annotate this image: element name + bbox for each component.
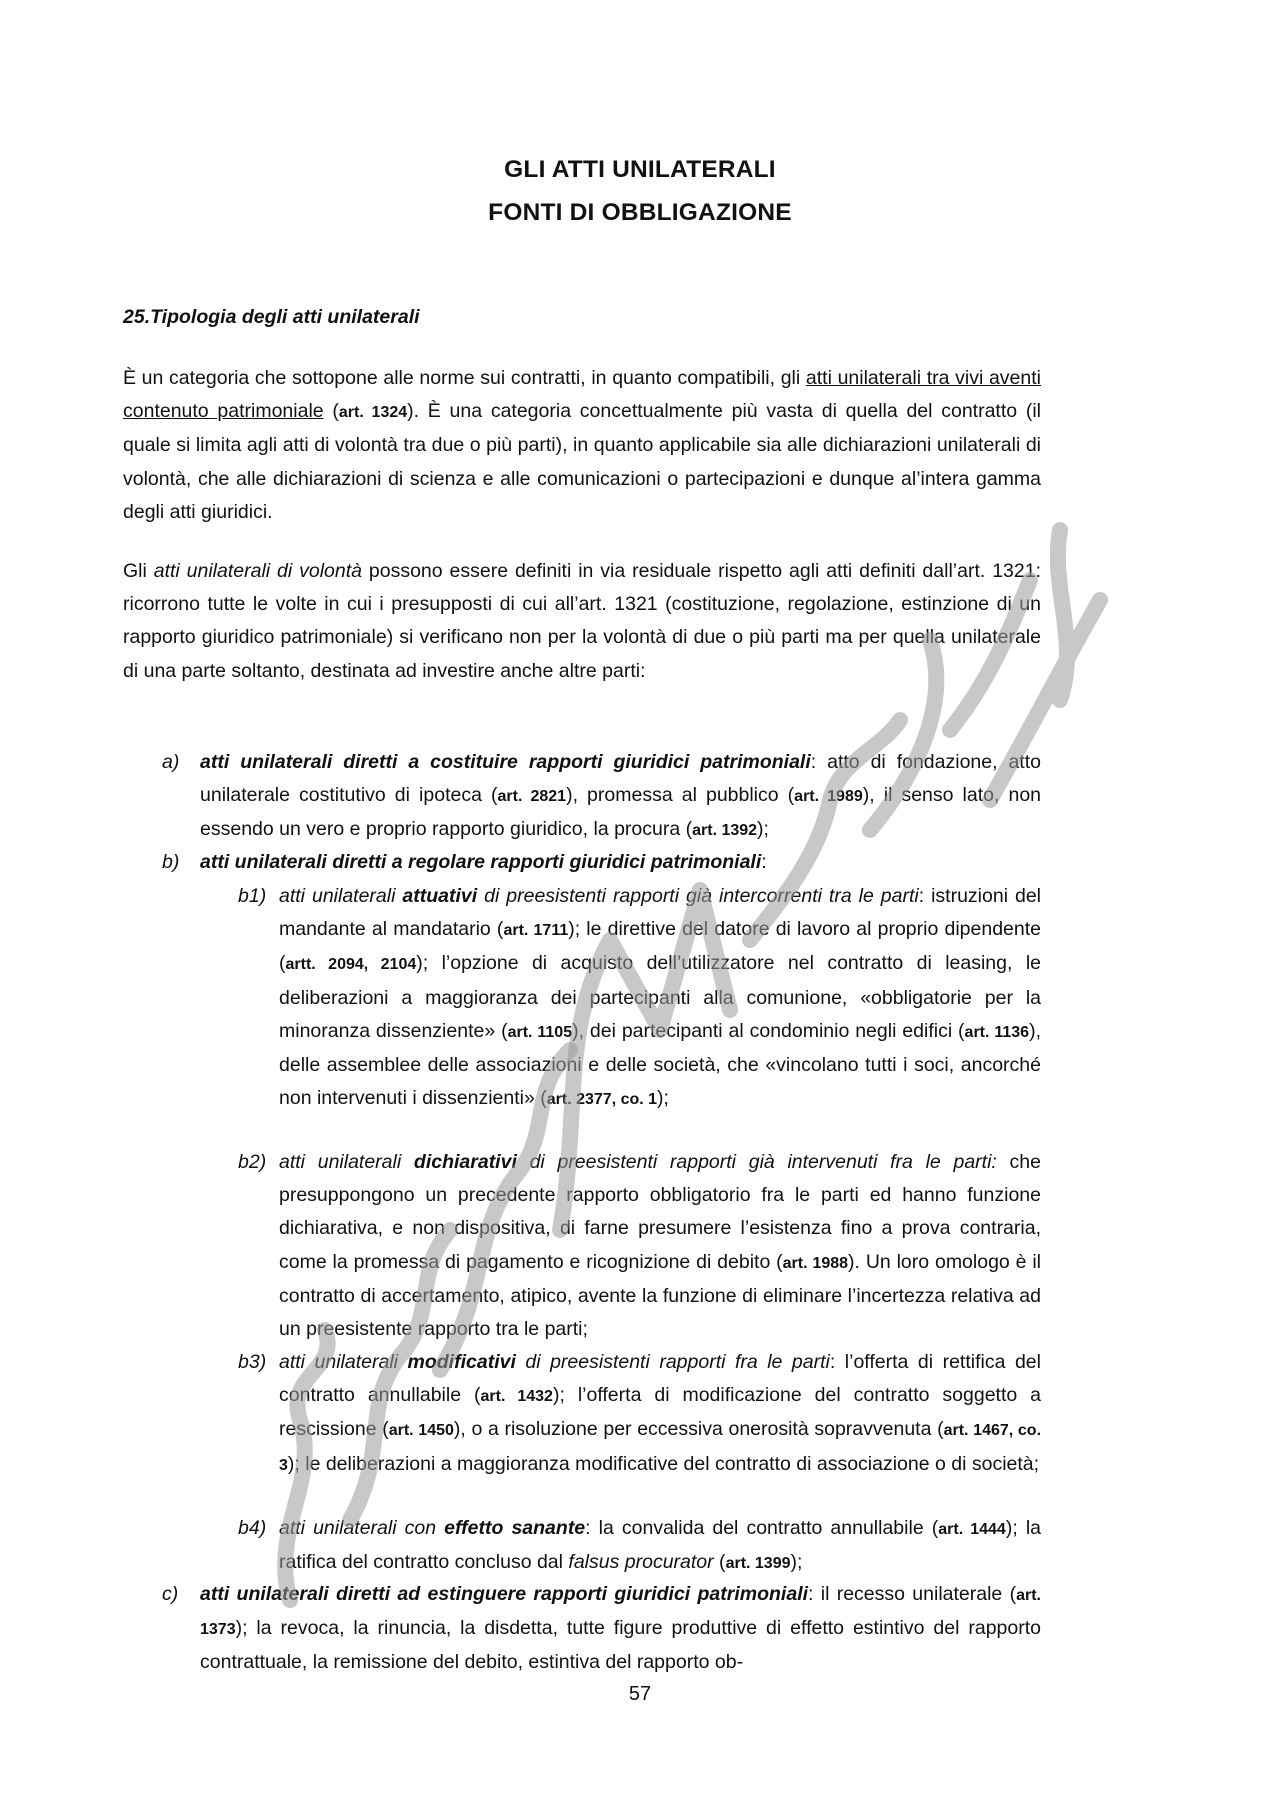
section-heading: 25.Tipologia degli atti unilaterali [123, 306, 420, 328]
article-ref: art. 1324 [338, 404, 408, 422]
page-subtitle: FONTI DI OBBLIGAZIONE [488, 199, 792, 226]
list-item-text: atti unilaterali attuativi di preesistenti rapporti già intercorrenti tra le parti: istruzioni del mandante al mandatario (art. 1711); le direttive del datore di lavoro al proprio dipendente (artt. 2094, 2104); l’opzione di acquisto dell’utilizzatore nel contratto di leasing, le deliberazioni a maggioranza dei partecipanti alla comunione, «obbligatorie per la minoranza dissenziente» (art. 1105), dei partecipanti al condominio negli edifici (art. 1136), delle assemblee delle associazioni e delle società, che «vincolano tutti i soci, ancorché non intervenuti i dissenzienti» (art. 2377, co. 1); [279, 885, 1042, 1110]
page-title: GLI ATTI UNILATERALI [504, 156, 776, 183]
list-marker: b3) [238, 1351, 267, 1373]
list-item-text: atti unilaterali diretti a costituire rapporti giuridici patrimoniali: atto di fondazione, atto unilaterale costitutivo di ipoteca (art. 2821), promessa al pubblico (art. 1989), il senso lato, non essendo un vero e proprio rapporto giuridico, la procura (art. 1392); [200, 751, 1042, 841]
list-marker: a) [162, 751, 180, 773]
page-number: 57 [628, 1683, 652, 1705]
paragraph-definition: Gli atti unilaterali di volontà possono essere definiti in via residuale rispetto agli atti definiti dall’art. 1321: ricorrono tutte le volte in cui i presupposti di cui all’art. 1321 (costituzione, regolazione, estinzione di un rapporto giuridico patrimoniale) si verificano non per la volontà di due o più parti ma per quella unilaterale di una parte soltanto, destinata ad investire anche altre parti: [123, 560, 1041, 682]
list-item-text: atti unilaterali con effetto sanante: la convalida del contratto annullabile (art. 1444); la ratifica del contratto concluso dal falsus procurator (art. 1399); [279, 1517, 1042, 1574]
list-item-text: atti unilaterali diretti a regolare rapporti giuridici patrimoniali: [200, 851, 767, 873]
list-marker: b4) [238, 1517, 267, 1539]
underlined-phrase: atti unilaterali tra vivi aventi contenuto patrimoniale [123, 367, 1041, 423]
list-item-text: atti unilaterali dichiarativi di preesistenti rapporti già intervenuti fra le parti: che presuppongono un precedente rapporto obbligatorio fra le parti ed hanno funzione dichiarativa, e non dispositiva, di farne presumere l’esistenza fino a prova contraria, come la promessa di pagamento e ricognizione di debito (art. 1988). Un loro omologo è il contratto di accertamento, atipico, avente la funzione di eliminare l’incertezza relativa ad un preesistente rapporto tra le parti; [279, 1151, 1041, 1341]
paragraph-intro: È un categoria che sottopone alle norme sui contratti, in quanto compatibili, gli atti unilaterali tra vivi aventi contenuto patrimoniale (art. 1324). È una categoria concettualmente più vasta di quella del contratto (il quale si limita agli atti di volontà tra due o più parti), in quanto applicabile sia alle dichiarazioni unilaterali di volontà, che alle dichiarazioni di scienza e alle comunicazioni o partecipazioni e dunque al’intera gamma degli atti giuridici. [123, 367, 1042, 523]
list-item-text: atti unilaterali diretti ad estinguere rapporti giuridici patrimoniali: il recesso unilaterale (art. 1373); la revoca, la rinuncia, la disdetta, tutte figure produttive di effetto estintivo del rapporto contrattuale, la remissione del debito, estintiva del rapporto ob- [200, 1583, 1041, 1674]
list-marker: b2) [238, 1151, 267, 1173]
list-marker: c) [162, 1583, 179, 1605]
list-marker: b) [162, 851, 180, 873]
list-marker: b1) [238, 885, 267, 907]
list-item-text: atti unilaterali modificativi di preesistenti rapporti fra le parti: l’offerta di rettifica del contratto annullabile (art. 1432); l’offerta di modificazione del contratto soggetto a rescissione (art. 1450), o a risoluzione per eccessiva onerosità sopravvenuta (art. 1467, co. 3); le deliberazioni a maggioranza modificative del contratto di associazione o di società; [279, 1351, 1042, 1475]
